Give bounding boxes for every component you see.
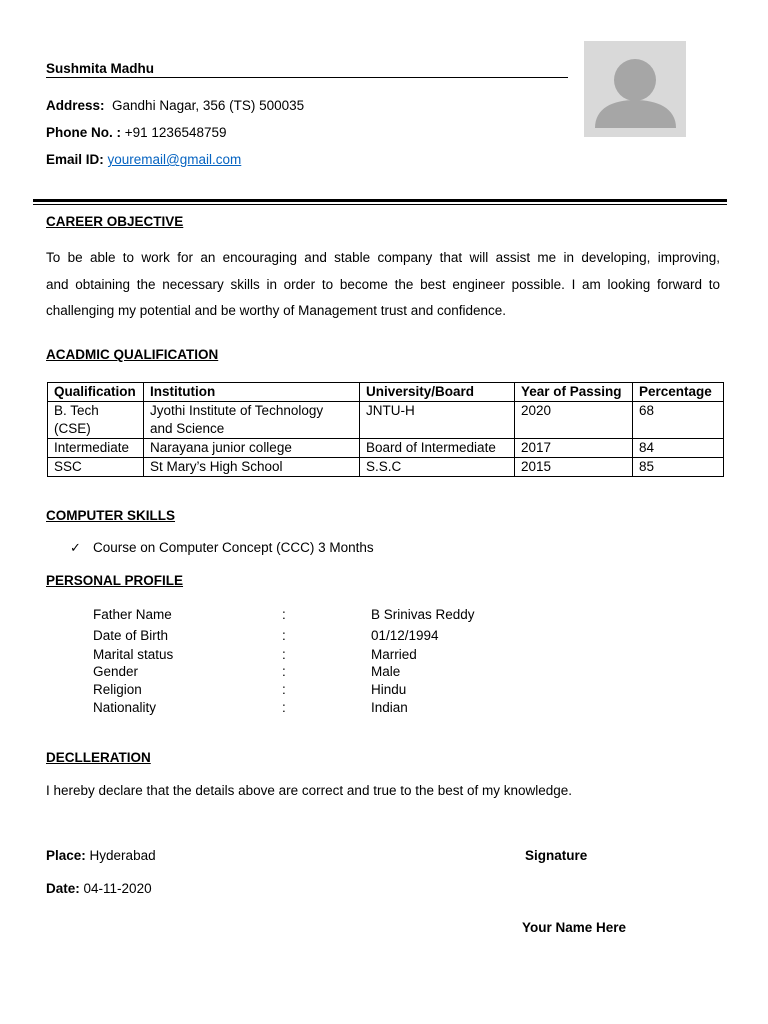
table-cell: Intermediate xyxy=(48,439,144,458)
date-value: 04-11-2020 xyxy=(83,881,152,896)
profile-separator: : xyxy=(282,628,286,643)
place-value: Hyderabad xyxy=(89,848,156,863)
table-row xyxy=(48,439,724,458)
profile-value: Male xyxy=(371,664,401,679)
table-cell: 84 xyxy=(633,439,724,458)
profile-label: Date of Birth xyxy=(93,628,169,643)
skill-text: Course on Computer Concept (CCC) 3 Months xyxy=(93,540,374,555)
email-line xyxy=(46,151,241,169)
checkmark-icon: ✓ xyxy=(70,541,81,556)
table-cell: 2017 xyxy=(515,439,633,458)
person-placeholder-icon xyxy=(584,41,686,137)
profile-value: B Srinivas Reddy xyxy=(371,607,475,622)
header-divider-thin xyxy=(33,204,727,205)
phone-label: Phone No. : xyxy=(46,125,121,140)
column-header-qualification: Qualification xyxy=(48,383,144,402)
email-link[interactable]: youremail@gmail.com xyxy=(107,152,242,167)
phone-line xyxy=(46,124,227,142)
table-cell: Jyothi Institute of Technology and Science xyxy=(144,402,360,439)
career-objective-line: To be able to work for an encouraging and stable company that will assist me in developing, improving, xyxy=(46,250,720,265)
profile-separator: : xyxy=(282,682,286,697)
table-cell: JNTU-H xyxy=(360,402,515,439)
profile-photo-placeholder xyxy=(584,41,686,137)
profile-row xyxy=(93,681,513,699)
table-cell: Board of Intermediate xyxy=(360,439,515,458)
career-objective-line: and obtaining the necessary skills in order to become the best engineer possible. I am looking forward to xyxy=(46,276,720,292)
address-value: Gandhi Nagar, 356 (TS) 500035 xyxy=(112,98,305,113)
table-cell: St Mary’s High School xyxy=(144,458,360,477)
place-line xyxy=(46,847,156,865)
academic-table xyxy=(47,382,724,477)
profile-separator: : xyxy=(282,647,286,662)
column-header-percentage: Percentage xyxy=(633,383,724,402)
table-cell: 85 xyxy=(633,458,724,477)
profile-label: Religion xyxy=(93,682,142,697)
career-objective-text xyxy=(46,245,720,325)
profile-separator: : xyxy=(282,664,286,679)
table-header-row xyxy=(48,383,724,402)
profile-label: Gender xyxy=(93,664,139,679)
personal-profile-heading: PERSONAL PROFILE xyxy=(46,573,184,588)
profile-row xyxy=(93,605,513,625)
place-label: Place: xyxy=(46,848,86,863)
address-line xyxy=(46,97,304,115)
phone-value: +91 1236548759 xyxy=(124,125,227,140)
profile-value: Hindu xyxy=(371,682,407,697)
table-cell: B. Tech (CSE) xyxy=(48,402,144,439)
date-line xyxy=(46,880,152,898)
table-row xyxy=(48,402,724,439)
column-header-institution: Institution xyxy=(144,383,360,402)
email-label: Email ID: xyxy=(46,152,104,167)
declaration-text: I hereby declare that the details above are correct and true to the best of my knowledge. xyxy=(46,783,573,798)
signatory-name: Your Name Here xyxy=(522,920,627,935)
profile-separator: : xyxy=(282,607,286,622)
table-cell: 2020 xyxy=(515,402,633,439)
column-header-year: Year of Passing xyxy=(515,383,633,402)
personal-profile-list xyxy=(93,605,513,717)
profile-value: 01/12/1994 xyxy=(371,628,439,643)
candidate-name-text: Sushmita Madhu xyxy=(46,61,155,76)
profile-value: Indian xyxy=(371,700,408,715)
computer-skills-heading: COMPUTER SKILLS xyxy=(46,508,176,523)
list-item xyxy=(70,539,374,558)
declaration-heading: DECLLERATION xyxy=(46,750,151,765)
table-cell: S.S.C xyxy=(360,458,515,477)
table-cell: 68 xyxy=(633,402,724,439)
table-cell: Narayana junior college xyxy=(144,439,360,458)
candidate-name xyxy=(46,61,568,78)
career-objective-line: challenging my potential and be worthy of Management trust and confidence. xyxy=(46,303,507,318)
profile-label: Marital status xyxy=(93,647,174,662)
table-cell: 2015 xyxy=(515,458,633,477)
date-label: Date: xyxy=(46,881,80,896)
profile-label: Father Name xyxy=(93,607,172,622)
profile-row xyxy=(93,625,513,646)
header-divider-thick xyxy=(33,199,727,202)
academic-heading: ACADMIC QUALIFICATION xyxy=(46,347,219,362)
column-header-university: University/Board xyxy=(360,383,515,402)
profile-row xyxy=(93,646,513,663)
profile-separator: : xyxy=(282,700,286,715)
table-row xyxy=(48,458,724,477)
profile-label: Nationality xyxy=(93,700,157,715)
profile-value: Married xyxy=(371,647,417,662)
address-label: Address: xyxy=(46,98,105,113)
profile-row xyxy=(93,699,513,717)
table-cell: SSC xyxy=(48,458,144,477)
career-objective-heading: CAREER OBJECTIVE xyxy=(46,214,184,229)
profile-row xyxy=(93,663,513,681)
signature-label: Signature xyxy=(525,848,588,863)
